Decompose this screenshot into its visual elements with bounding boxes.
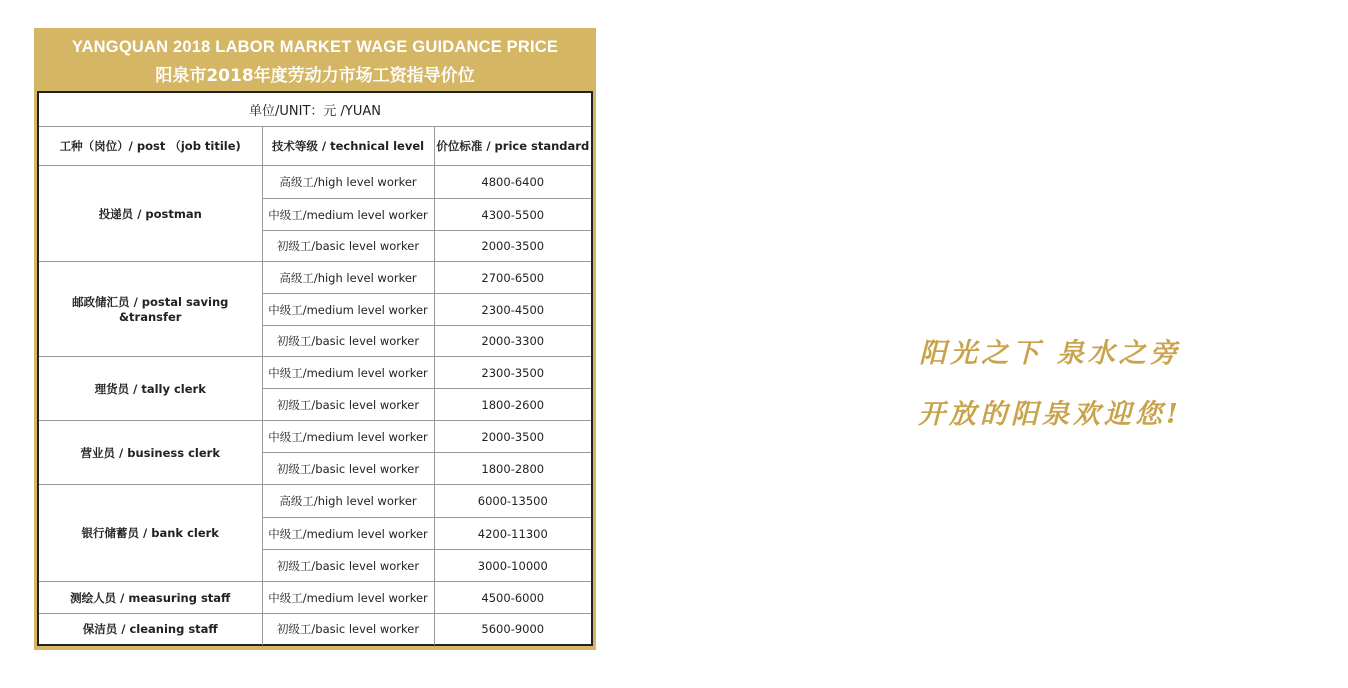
price-cell: 4800-6400	[434, 166, 591, 199]
post-cell: 理货员 / tally clerk	[39, 357, 262, 421]
price-cell: 4300-5500	[434, 199, 591, 231]
unit-label: 单位/UNIT：元 /YUAN	[39, 93, 591, 127]
unit-row	[39, 93, 591, 127]
price-cell: 6000-13500	[434, 485, 591, 518]
post-cell: 测绘人员 / measuring staff	[39, 582, 262, 614]
price-cell: 2300-4500	[434, 294, 591, 326]
level-cell: 初级工/basic level worker	[262, 614, 434, 645]
level-cell: 高级工/high level worker	[262, 485, 434, 518]
level-cell: 中级工/medium level worker	[262, 294, 434, 326]
price-cell: 3000-10000	[434, 550, 591, 582]
level-cell: 中级工/medium level worker	[262, 199, 434, 231]
slogan-line-1: 阳光之下 泉水之旁	[919, 338, 1181, 369]
price-cell: 2300-3500	[434, 357, 591, 389]
title-chinese: 阳泉市2018年度劳动力市场工资指导价位	[155, 66, 475, 86]
level-cell: 高级工/high level worker	[262, 166, 434, 199]
post-cell: 银行储蓄员 / bank clerk	[39, 485, 262, 582]
post-cell: 邮政储汇员 / postal saving &transfer	[39, 262, 262, 357]
table-row	[39, 485, 591, 518]
column-header-price: 价位标准 / price standard	[434, 127, 591, 166]
title-english: YANGQUAN 2018 LABOR MARKET WAGE GUIDANCE PRICE	[71, 38, 559, 56]
slogan-line-2: 开放的阳泉欢迎您!	[918, 399, 1182, 430]
column-header-level: 技术等级 / technical level	[262, 127, 434, 166]
price-cell: 1800-2800	[434, 453, 591, 485]
wage-table	[39, 93, 591, 645]
level-cell: 初级工/basic level worker	[262, 453, 434, 485]
level-cell: 高级工/high level worker	[262, 262, 434, 294]
column-header-post: 工种（岗位）/ post （job titile)	[39, 127, 262, 166]
level-cell: 初级工/basic level worker	[262, 389, 434, 421]
price-cell: 2000-3500	[434, 421, 591, 453]
level-cell: 初级工/basic level worker	[262, 231, 434, 262]
table-row	[39, 262, 591, 294]
level-cell: 中级工/medium level worker	[262, 518, 434, 550]
price-cell: 4500-6000	[434, 582, 591, 614]
header-row	[39, 127, 591, 166]
price-cell: 5600-9000	[434, 614, 591, 645]
post-cell: 投递员 / postman	[39, 166, 262, 262]
table-row	[39, 421, 591, 453]
level-cell: 初级工/basic level worker	[262, 550, 434, 582]
level-cell: 中级工/medium level worker	[262, 582, 434, 614]
level-cell: 中级工/medium level worker	[262, 357, 434, 389]
wage-table-sheet	[37, 91, 593, 646]
post-cell: 营业员 / business clerk	[39, 421, 262, 485]
table-row	[39, 357, 591, 389]
price-cell: 2700-6500	[434, 262, 591, 294]
price-cell: 2000-3300	[434, 326, 591, 357]
level-cell: 中级工/medium level worker	[262, 421, 434, 453]
table-row	[39, 614, 591, 645]
table-row	[39, 582, 591, 614]
price-cell: 4200-11300	[434, 518, 591, 550]
price-cell: 2000-3500	[434, 231, 591, 262]
level-cell: 初级工/basic level worker	[262, 326, 434, 357]
post-cell: 保洁员 / cleaning staff	[39, 614, 262, 645]
price-cell: 1800-2600	[434, 389, 591, 421]
table-row	[39, 166, 591, 199]
